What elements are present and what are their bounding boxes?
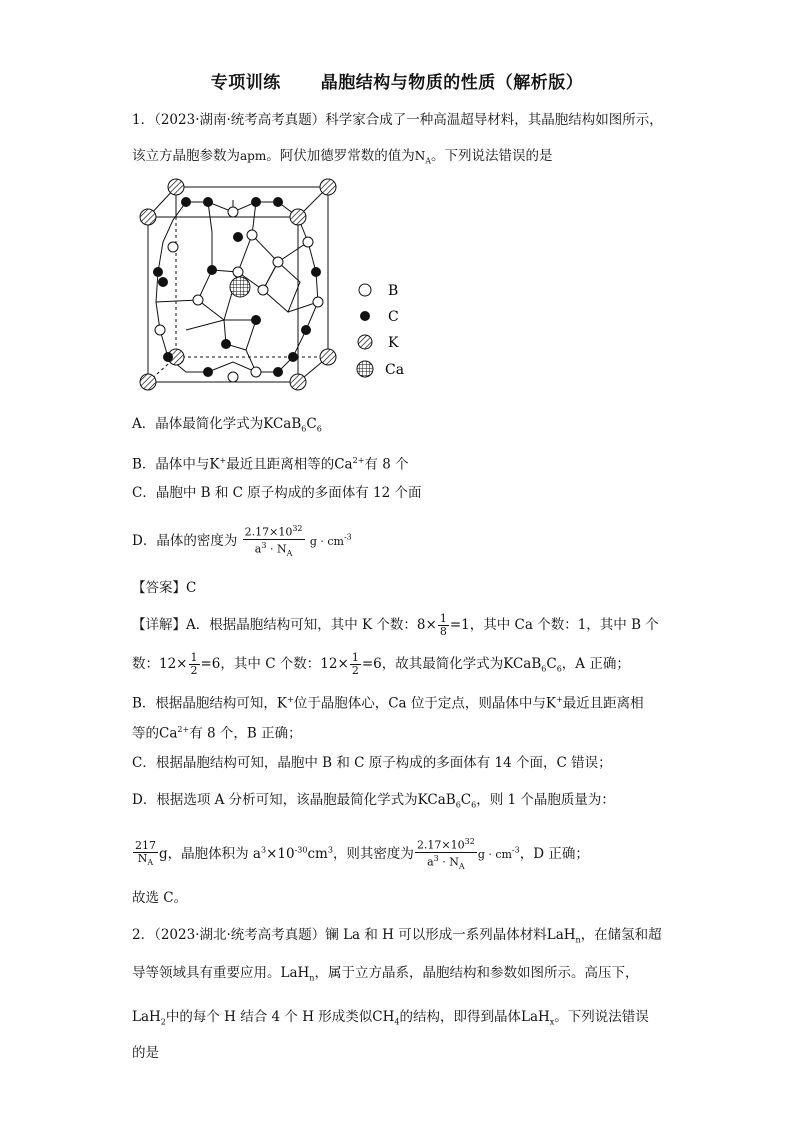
legend-b-label: B xyxy=(388,283,399,299)
q2-stem-line3: LaH$_2$中的每个 H 结合 4 个 H 形成类似$CH_4$的结构，即得到晶体LaH$_x$。下列说法错误 xyxy=(132,1009,649,1027)
q1-conclusion: 故选 C。 xyxy=(132,890,188,906)
q1-answer: 【答案】C xyxy=(132,580,197,596)
legend-ca-label: Ca xyxy=(385,362,405,378)
q2-stem-line1: 2．（2023·湖北·统考高考真题）镧 La 和 H 可以形成一系列晶体材料LaH$_n$，在储氢和超 xyxy=(132,927,662,945)
legend-k-label: K xyxy=(388,335,399,351)
ca-atom xyxy=(230,277,250,297)
q1-explanation-a-1: 【详解】A．根据晶胞结构可知，其中 K 个数：8× $\frac{1}{8}$ =1，其中 Ca 个数：1，其中 B 个 xyxy=(132,612,659,638)
q1-option-c: C．晶胞中 B 和 C 原子构成的多面体有 12 个面 xyxy=(132,485,422,501)
q1-stem-line1: 1．（2023·湖南·统考高考真题）科学家合成了一种高温超导材料，其晶胞结构如图所示， xyxy=(132,112,663,128)
q2-stem-line4: 的是 xyxy=(132,1045,159,1061)
legend-c-icon xyxy=(360,311,370,321)
q1-option-b: B．晶体中与K+最近且距离相等的$Ca^{2+}$有 8 个 xyxy=(132,456,409,473)
q1-stem-line2: 该立方晶胞参数为apm。阿伏加德罗常数的值为$N_A$。下列说法错误的是 xyxy=(132,148,553,166)
legend xyxy=(357,283,404,378)
legend-k-icon xyxy=(358,335,372,349)
q1-explanation-c: C．根据晶胞结构可知，晶胞中 B 和 C 原子构成的多面体有 14 个面，C 错误； xyxy=(132,755,612,771)
title-right: 晶胞结构与物质的性质（解析版） xyxy=(320,73,584,93)
q2-stem-line2: 导等领域具有重要应用。LaH$_n$，属于立方晶系，晶胞结构和参数如图所示。高压下， xyxy=(132,965,639,983)
legend-ca-icon xyxy=(357,361,373,377)
crystal-structure-figure xyxy=(128,172,428,402)
q1-explanation-d-1: D．根据选项 A 分析可知，该晶胞最简化学式为$KCaB_6C_6$，则 1 个晶胞质量为： xyxy=(132,792,615,810)
q1-explanation-b-2: 等的$Ca^{2+}$有 8 个，B 正确； xyxy=(132,725,302,742)
legend-c-label: C xyxy=(388,309,399,325)
legend-b-icon xyxy=(359,284,371,296)
q1-explanation-a-2: 数：12× $\frac{1}{2}$ =6，其中 C 个数：12× $\frac{1}{2}$ =6，故其最简化学式为$KCaB_6C_6$，A 正确； xyxy=(132,651,630,677)
q1-explanation-b-1: B．根据晶胞结构可知，K+位于晶胞体心，Ca 位于定点，则晶体中与K+最近且距离相 xyxy=(132,695,644,712)
page-title xyxy=(0,68,794,93)
q1-option-d: D．晶体的密度为 $\frac{2.17\times 10^{32}}{a^3 \cdot N_A}$ $g \cdot cm^{-3}$ xyxy=(132,524,352,558)
q1-explanation-d-2: $\frac{217}{N_A}$ g，晶胞体积为 $a^3\times 10^{-30}cm^3$，则其密度为 $\frac{2.17\times 10^{32}}{a^3 \cdot N_A}$ $g \cdot cm^{-3}$，D 正确； xyxy=(135,837,589,871)
title-left: 专项训练 xyxy=(210,73,281,93)
q1-option-a: A．晶体最简化学式为$KCaB_6C_6$ xyxy=(132,416,322,434)
